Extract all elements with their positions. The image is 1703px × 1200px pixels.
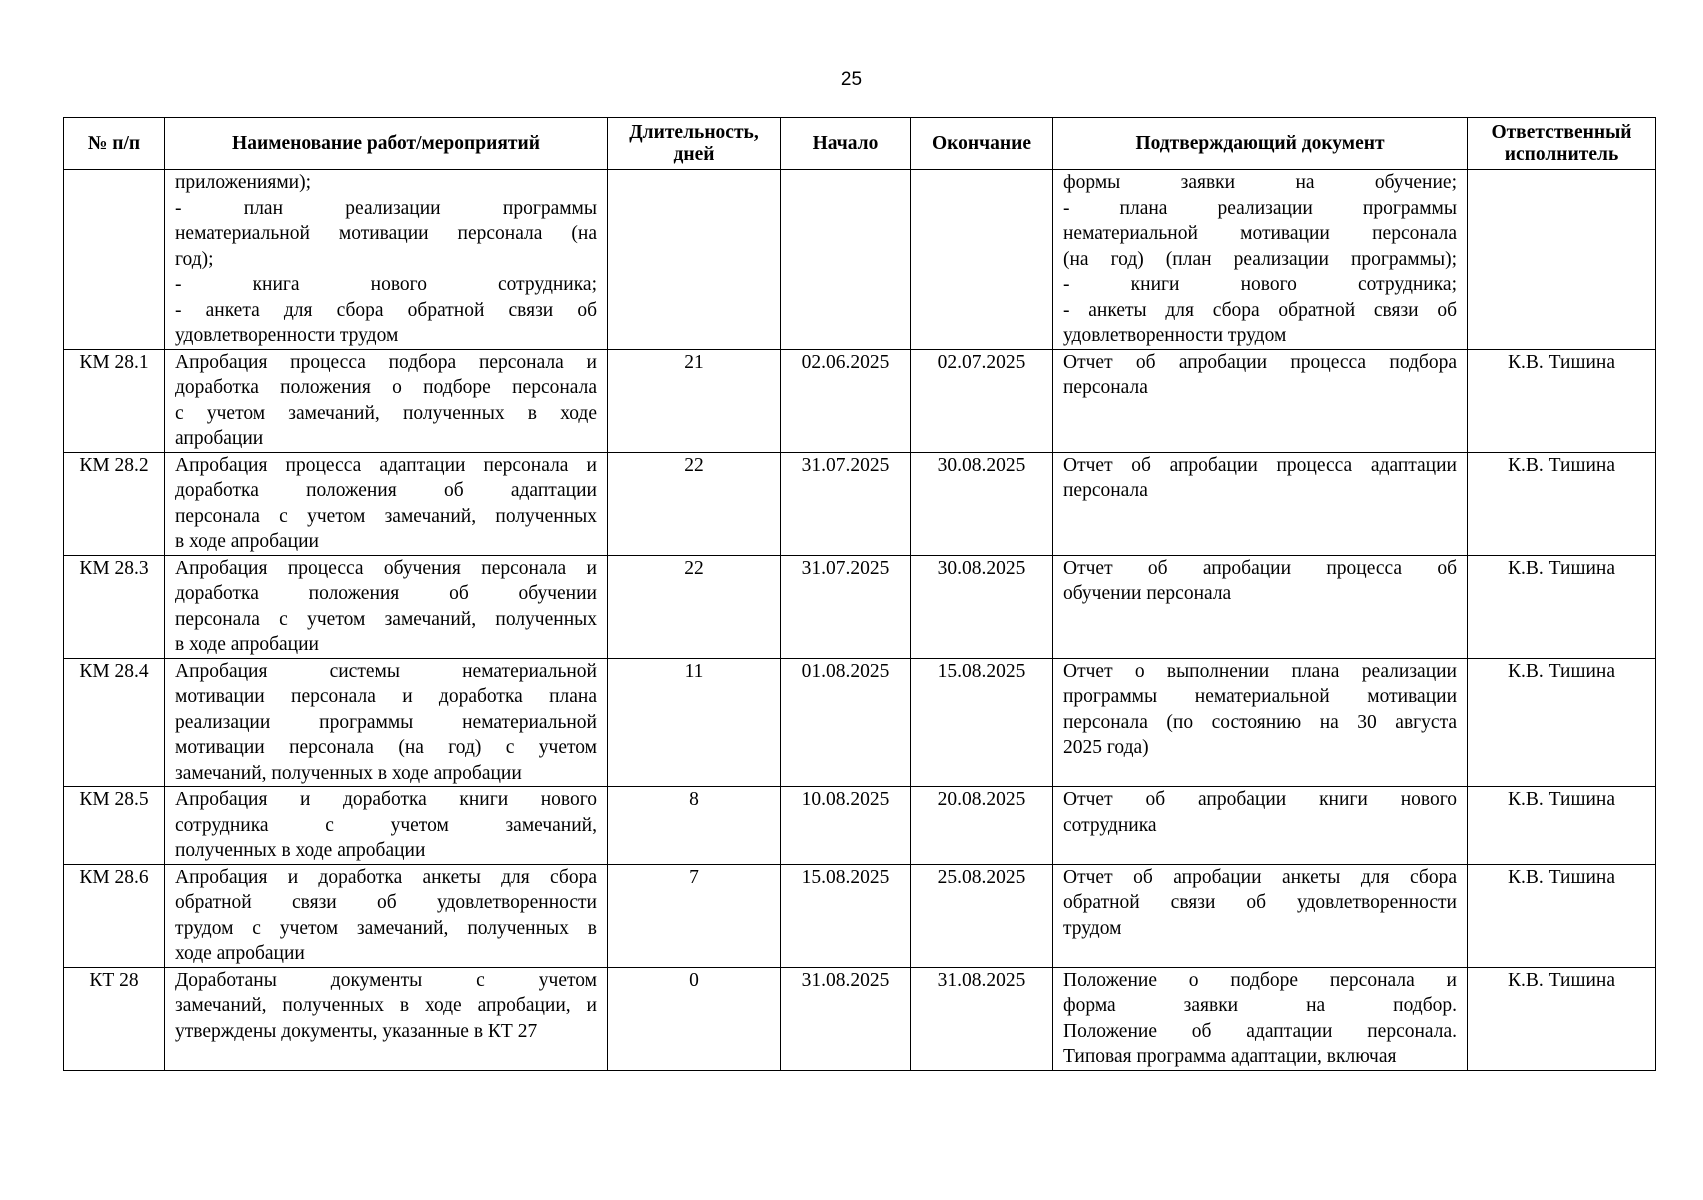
start-cell: 31.07.2025 bbox=[781, 555, 911, 658]
cell-text-line: - плана реализации программы bbox=[1063, 197, 1457, 219]
responsible-cell: К.В. Тишина bbox=[1468, 452, 1656, 555]
duration-cell: 22 bbox=[608, 452, 781, 555]
cell-text-line: доработка положения о подборе персонала bbox=[175, 377, 597, 398]
name-cell bbox=[165, 555, 608, 658]
table-row bbox=[64, 787, 1656, 865]
continuation-document-cell bbox=[1053, 170, 1468, 350]
name-cell bbox=[165, 864, 608, 967]
cell-text-line: форма заявки на подбор. bbox=[1063, 995, 1457, 1016]
duration-cell: 7 bbox=[608, 864, 781, 967]
responsible-cell: К.В. Тишина bbox=[1468, 349, 1656, 452]
header-duration: Длительность, дней bbox=[608, 118, 781, 170]
cell-text-line: - анкеты для сбора обратной связи об bbox=[1063, 299, 1457, 321]
cell-text-line: программы нематериальной мотивации bbox=[1063, 686, 1457, 707]
start-cell: 15.08.2025 bbox=[781, 864, 911, 967]
cell-text-line: Отчет об апробации анкеты для сбора bbox=[1063, 866, 1457, 888]
cell-text-line: доработка положения об адаптации bbox=[175, 480, 597, 501]
responsible-cell: К.В. Тишина bbox=[1468, 864, 1656, 967]
table-row bbox=[64, 349, 1656, 452]
responsible-cell: К.В. Тишина bbox=[1468, 658, 1656, 787]
name-cell bbox=[165, 452, 608, 555]
cell-text-line: замечаний, полученных в ходе апробации, и bbox=[175, 995, 597, 1016]
cell-text-line: с учетом замечаний, полученных в ходе bbox=[175, 402, 597, 424]
cell-text-line: Апробация процесса подбора персонала и bbox=[175, 351, 597, 373]
cell-text-line: Отчет о выполнении плана реализации bbox=[1063, 660, 1457, 682]
num-cell: КМ 28.2 bbox=[64, 452, 165, 555]
start-cell: 02.06.2025 bbox=[781, 349, 911, 452]
end-cell: 30.08.2025 bbox=[911, 452, 1053, 555]
cell-text-line: персонала bbox=[1063, 377, 1148, 398]
start-cell: 01.08.2025 bbox=[781, 658, 911, 787]
continuation-end-cell bbox=[911, 170, 1053, 350]
continuation-start-cell bbox=[781, 170, 911, 350]
num-cell: КМ 28.4 bbox=[64, 658, 165, 787]
end-cell: 25.08.2025 bbox=[911, 864, 1053, 967]
num-cell: КМ 28.6 bbox=[64, 864, 165, 967]
end-cell: 31.08.2025 bbox=[911, 967, 1053, 1070]
table-row bbox=[64, 967, 1656, 1070]
cell-text-line: персонала (по состоянию на 30 августа bbox=[1063, 711, 1457, 733]
document-cell bbox=[1053, 555, 1468, 658]
cell-text-line: Апробация процесса обучения персонала и bbox=[175, 557, 597, 579]
cell-text-line: Положение о подборе персонала и bbox=[1063, 969, 1457, 991]
cell-text-line: формы заявки на обучение; bbox=[1063, 172, 1457, 193]
table-row bbox=[64, 864, 1656, 967]
page-number: 25 bbox=[840, 69, 863, 90]
cell-text-line: трудом bbox=[1063, 917, 1122, 939]
cell-text-line: Отчет об апробации книги нового bbox=[1063, 789, 1457, 810]
cell-text-line: мотивации персонала и доработка плана bbox=[175, 686, 597, 707]
document-cell bbox=[1053, 864, 1468, 967]
document-cell bbox=[1053, 967, 1468, 1070]
cell-text-line: нематериальной мотивации персонала (на bbox=[175, 223, 597, 244]
header-responsible: Ответственный исполнитель bbox=[1468, 118, 1656, 170]
header-document: Подтверждающий документ bbox=[1053, 118, 1468, 170]
name-cell bbox=[165, 787, 608, 865]
cell-text-line: 2025 года) bbox=[1063, 737, 1149, 758]
cell-text-line: Положение об адаптации персонала. bbox=[1063, 1020, 1457, 1042]
cell-text-line: - книги нового сотрудника; bbox=[1063, 274, 1457, 295]
cell-text-line: Отчет об апробации процесса об bbox=[1063, 557, 1457, 579]
start-cell: 31.07.2025 bbox=[781, 452, 911, 555]
cell-text-line: обратной связи об удовлетворенности bbox=[175, 892, 597, 913]
start-cell: 31.08.2025 bbox=[781, 967, 911, 1070]
document-cell bbox=[1053, 452, 1468, 555]
num-cell: КМ 28.3 bbox=[64, 555, 165, 658]
cell-text-line: приложениями); bbox=[175, 172, 312, 193]
end-cell: 15.08.2025 bbox=[911, 658, 1053, 787]
responsible-cell: К.В. Тишина bbox=[1468, 787, 1656, 865]
table-row bbox=[64, 658, 1656, 787]
responsible-cell: К.В. Тишина bbox=[1468, 967, 1656, 1070]
cell-text-line: год); bbox=[175, 248, 214, 270]
num-cell: КТ 28 bbox=[64, 967, 165, 1070]
cell-text-line: персонала с учетом замечаний, полученных bbox=[175, 608, 597, 630]
continuation-name-cell bbox=[165, 170, 608, 350]
cell-text-line: мотивации персонала (на год) с учетом bbox=[175, 737, 597, 758]
header-start: Начало bbox=[781, 118, 911, 170]
cell-text-line: Апробация и доработка анкеты для сбора bbox=[175, 866, 597, 888]
cell-text-line: замечаний, полученных в ходе апробации bbox=[175, 762, 522, 784]
cell-text-line: Апробация системы нематериальной bbox=[175, 660, 597, 682]
cell-text-line: сотрудника bbox=[1063, 814, 1157, 836]
document-cell bbox=[1053, 787, 1468, 865]
document-cell bbox=[1053, 658, 1468, 787]
header-name: Наименование работ/мероприятий bbox=[165, 118, 608, 170]
num-cell: КМ 28.5 bbox=[64, 787, 165, 865]
header-row bbox=[64, 118, 1656, 170]
cell-text-line: ходе апробации bbox=[175, 943, 305, 964]
cell-text-line: персонала bbox=[1063, 480, 1148, 501]
start-cell: 10.08.2025 bbox=[781, 787, 911, 865]
cell-text-line: Типовая программа адаптации, включая bbox=[1063, 1046, 1397, 1067]
duration-cell: 0 bbox=[608, 967, 781, 1070]
continuation-responsible-cell bbox=[1468, 170, 1656, 350]
end-cell: 02.07.2025 bbox=[911, 349, 1053, 452]
responsible-cell: К.В. Тишина bbox=[1468, 555, 1656, 658]
cell-text-line: - книга нового сотрудника; bbox=[175, 274, 597, 295]
cell-text-line: обучении персонала bbox=[1063, 583, 1232, 604]
header-num: № п/п bbox=[64, 118, 165, 170]
cell-text-line: полученных в ходе апробации bbox=[175, 840, 426, 861]
cell-text-line: Отчет об апробации процесса адаптации bbox=[1063, 454, 1457, 476]
cell-text-line: удовлетворенности трудом bbox=[175, 325, 399, 346]
name-cell bbox=[165, 967, 608, 1070]
table-row bbox=[64, 452, 1656, 555]
cell-text-line: Доработаны документы с учетом bbox=[175, 969, 597, 991]
continuation-duration-cell bbox=[608, 170, 781, 350]
cell-text-line: реализации программы нематериальной bbox=[175, 711, 597, 733]
header-end: Окончание bbox=[911, 118, 1053, 170]
document-cell bbox=[1053, 349, 1468, 452]
duration-cell: 8 bbox=[608, 787, 781, 865]
end-cell: 20.08.2025 bbox=[911, 787, 1053, 865]
cell-text-line: - план реализации программы bbox=[175, 197, 597, 219]
table-row bbox=[64, 555, 1656, 658]
table-row-continuation bbox=[64, 170, 1656, 350]
duration-cell: 11 bbox=[608, 658, 781, 787]
duration-cell: 22 bbox=[608, 555, 781, 658]
cell-text-line: Апробация и доработка книги нового bbox=[175, 789, 597, 810]
cell-text-line: апробации bbox=[175, 428, 264, 449]
cell-text-line: (на год) (план реализации программы); bbox=[1063, 248, 1457, 270]
continuation-num-cell bbox=[64, 170, 165, 350]
cell-text-line: в ходе апробации bbox=[175, 531, 319, 552]
cell-text-line: удовлетворенности трудом bbox=[1063, 325, 1287, 346]
cell-text-line: в ходе апробации bbox=[175, 634, 319, 655]
name-cell bbox=[165, 349, 608, 452]
cell-text-line: утверждены документы, указанные в КТ 27 bbox=[175, 1020, 538, 1042]
cell-text-line: Отчет об апробации процесса подбора bbox=[1063, 351, 1457, 373]
cell-text-line: нематериальной мотивации персонала bbox=[1063, 223, 1457, 244]
cell-text-line: доработка положения об обучении bbox=[175, 583, 597, 604]
cell-text-line: - анкета для сбора обратной связи об bbox=[175, 299, 597, 321]
cell-text-line: трудом с учетом замечаний, полученных в bbox=[175, 917, 597, 939]
cell-text-line: персонала с учетом замечаний, полученных bbox=[175, 505, 597, 527]
table-body bbox=[64, 170, 1656, 1071]
num-cell: КМ 28.1 bbox=[64, 349, 165, 452]
cell-text-line: обратной связи об удовлетворенности bbox=[1063, 892, 1457, 913]
duration-cell: 21 bbox=[608, 349, 781, 452]
work-plan-table bbox=[63, 117, 1656, 1071]
end-cell: 30.08.2025 bbox=[911, 555, 1053, 658]
cell-text-line: сотрудника с учетом замечаний, bbox=[175, 814, 597, 836]
name-cell bbox=[165, 658, 608, 787]
cell-text-line: Апробация процесса адаптации персонала и bbox=[175, 454, 597, 476]
